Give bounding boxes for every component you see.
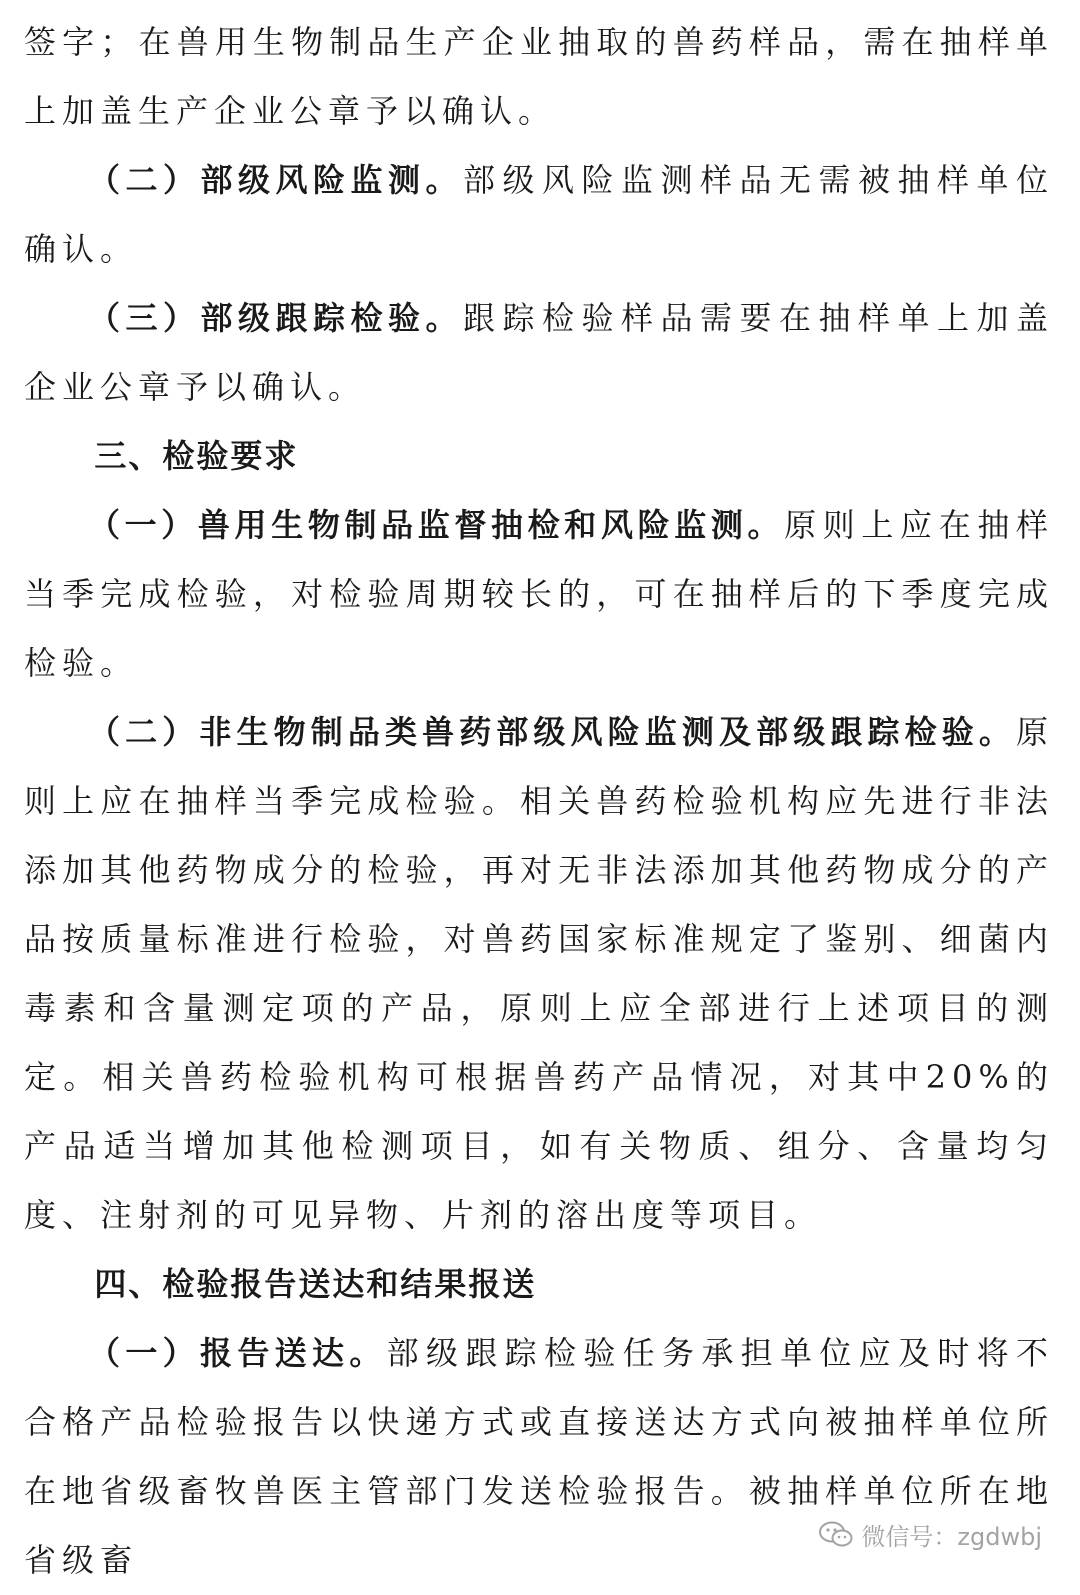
paragraph-5-lead: （二）非生物制品类兽药部级风险监测及部级跟踪检验。 (88, 713, 1016, 751)
paragraph-6-text: 部级跟踪检验任务承担单位应及时将不合格产品检验报告以快递方式或直接送达方式向被抽样单位所在地省级畜牧兽医主管部门发送检验报告。被抽样单位所在地省级畜 (24, 1334, 1054, 1579)
paragraph-1-text: 签字；在兽用生物制品生产企业抽取的兽药样品，需在抽样单上加盖生产企业公章予以确认。 (24, 23, 1054, 130)
paragraph-2 (24, 146, 1054, 284)
paragraph-3-text: 跟踪检验样品需要在抽样单上加盖企业公章予以确认。 (24, 299, 1054, 406)
section-heading-3: 三、检验要求 (94, 437, 299, 475)
section-heading-4: 四、检验报告送达和结果报送 (94, 1265, 537, 1303)
paragraph-6 (24, 1319, 1054, 1595)
paragraph-4 (24, 491, 1054, 698)
paragraph-2-text: 部级风险监测样品无需被抽样单位确认。 (24, 161, 1054, 268)
paragraph-5 (24, 698, 1054, 1250)
paragraph-4-text: 原则上应在抽样当季完成检验，对检验周期较长的，可在抽样后的下季度完成检验。 (24, 506, 1054, 682)
paragraph-4-lead: （一）兽用生物制品监督抽检和风险监测。 (88, 506, 785, 544)
paragraph-2-lead: （二）部级风险监测。 (88, 161, 463, 199)
wechat-watermark (819, 1517, 1042, 1552)
paragraph-1 (24, 8, 1054, 146)
paragraph-3-lead: （三）部级跟踪检验。 (88, 299, 463, 337)
watermark-label: 微信号：zgdwbj (861, 1523, 1042, 1551)
paragraph-6-lead: （一）报告送达。 (88, 1334, 387, 1372)
paragraph-3 (24, 284, 1054, 422)
wechat-icon (819, 1521, 853, 1549)
paragraph-5-text: 原则上应在抽样当季完成检验。相关兽药检验机构应先进行非法添加其他药物成分的检验，再对无非法添加其他药物成分的产品按质量标准进行检验，对兽药国家标准规定了鉴别、细菌内毒素和含量测定项的产品，原则上应全部进行上述项目的测定。相关兽药检验机构可根据兽药产品情况，对其中20%的产品适当增加其他检测项目，如有关物质、组分、含量均匀度、注射剂的可见异物、片剂的溶出度等项目。 (24, 713, 1054, 1234)
